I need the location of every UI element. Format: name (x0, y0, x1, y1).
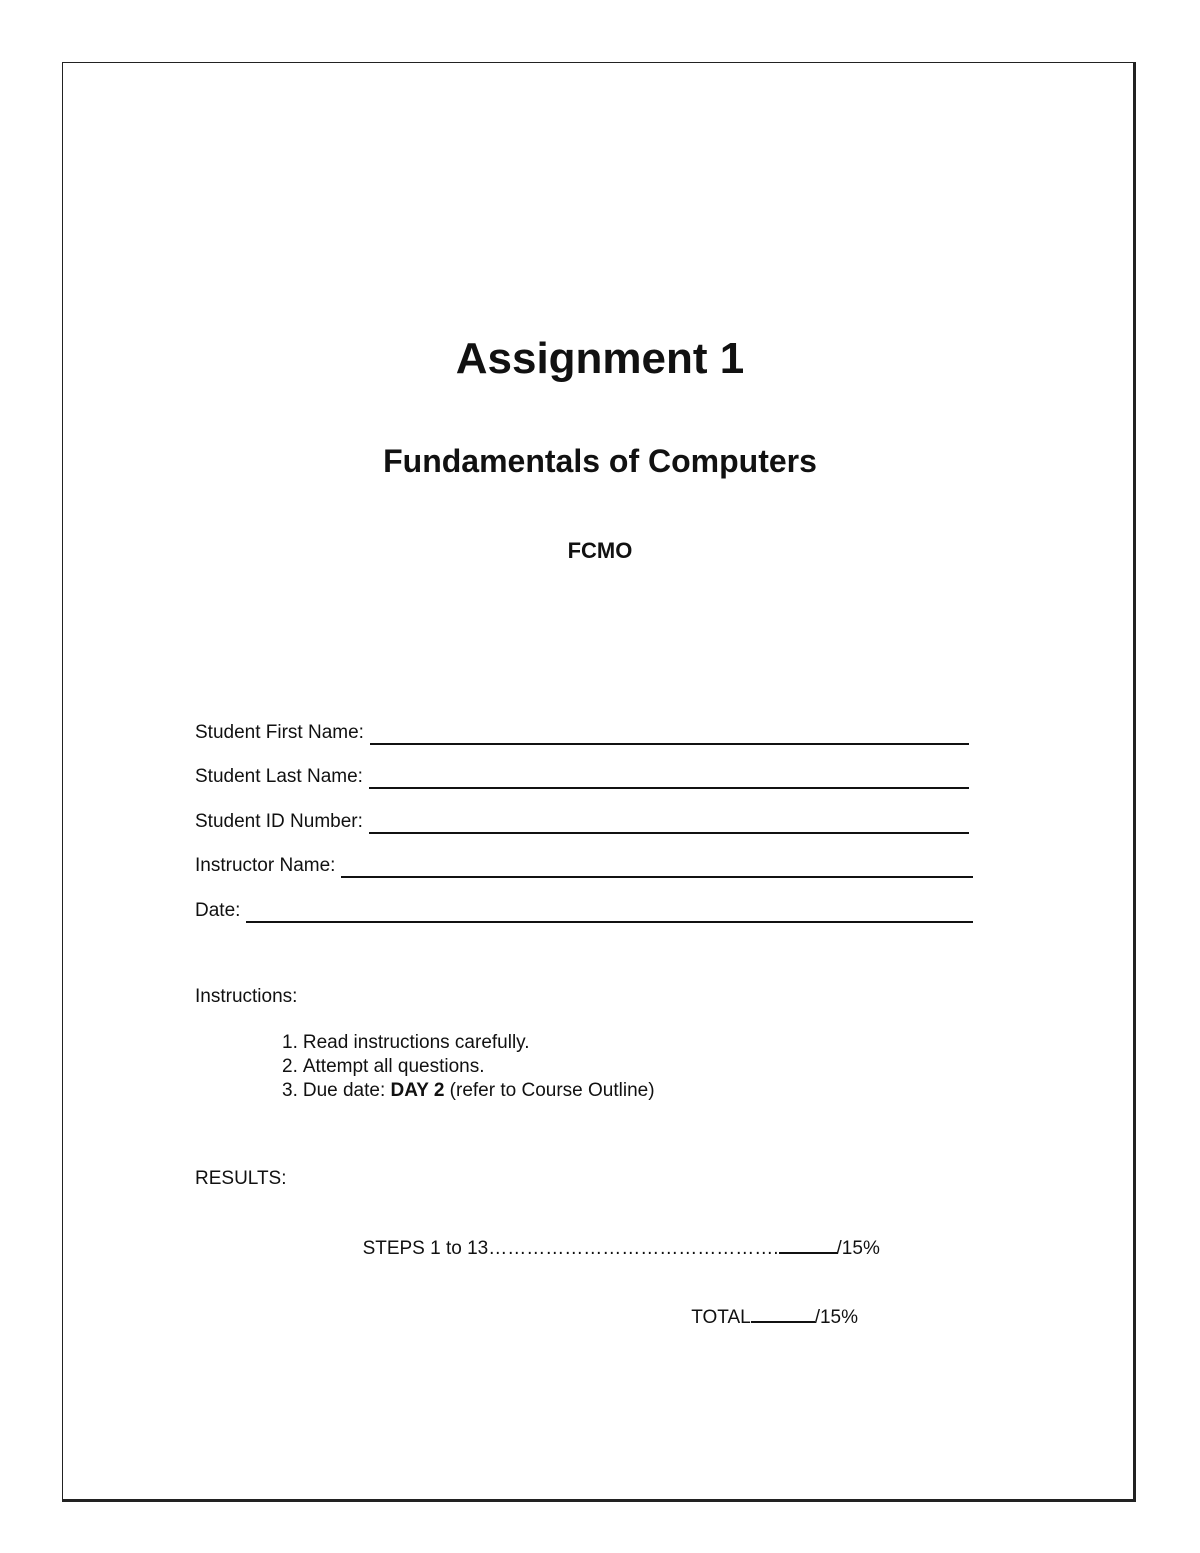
instructor-name-label: Instructor Name: (195, 855, 336, 876)
student-id-label: Student ID Number: (195, 811, 363, 832)
steps-score-row (352, 1212, 880, 1261)
instructions-heading: Instructions: (195, 986, 298, 1007)
list-item (282, 1031, 655, 1055)
total-score-suffix: /15% (814, 1307, 859, 1328)
list-item-number: 2. (282, 1056, 298, 1077)
student-last-name-input-line[interactable] (369, 765, 969, 789)
list-item-text: Read instructions carefully. (302, 1032, 530, 1053)
instructions-list (282, 1031, 655, 1103)
total-score-blank[interactable] (751, 1305, 815, 1323)
student-first-name-label: Student First Name: (195, 722, 364, 743)
steps-score-blank[interactable] (779, 1236, 837, 1254)
student-last-name-label: Student Last Name: (195, 766, 363, 787)
student-id-input-line[interactable] (369, 810, 969, 834)
course-code: FCMO (567, 538, 633, 563)
page-title: Assignment 1 (455, 334, 745, 383)
student-last-name-field[interactable] (195, 763, 969, 789)
instructor-name-input-line[interactable] (341, 854, 973, 878)
due-date-value: DAY 2 (390, 1080, 445, 1101)
due-date-prefix: Due date: (302, 1080, 391, 1101)
list-item (282, 1055, 655, 1079)
total-score-row (681, 1281, 858, 1330)
instructor-name-field[interactable] (195, 852, 973, 878)
results-heading: RESULTS: (195, 1168, 287, 1189)
course-title: Fundamentals of Computers (383, 443, 817, 479)
student-first-name-input-line[interactable] (370, 721, 969, 745)
list-item-number: 1. (282, 1032, 298, 1053)
date-input-line[interactable] (246, 899, 973, 923)
due-date-note: (refer to Course Outline) (444, 1080, 655, 1101)
student-first-name-field[interactable] (195, 719, 969, 745)
list-item-number: 3. (282, 1080, 298, 1101)
list-item-text: Attempt all questions. (302, 1056, 485, 1077)
date-field[interactable] (195, 897, 973, 923)
steps-score-suffix: /15% (836, 1238, 880, 1259)
total-score-label: TOTAL (691, 1307, 751, 1328)
date-label: Date: (195, 900, 241, 921)
list-item (282, 1079, 655, 1103)
steps-score-label: STEPS 1 to 13………………………………………. (362, 1238, 779, 1259)
student-id-field[interactable] (195, 808, 969, 834)
